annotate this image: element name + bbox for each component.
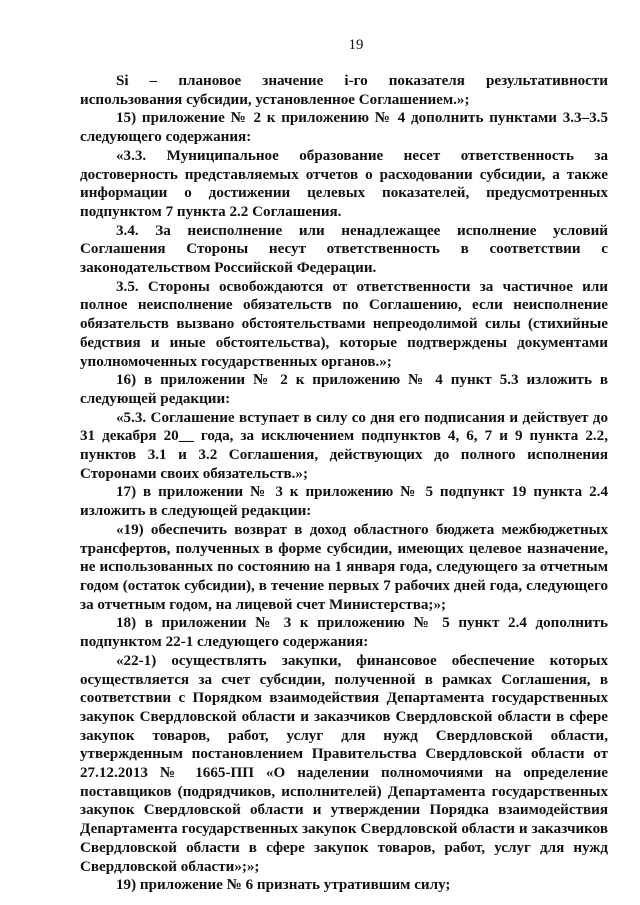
paragraph: 15) приложение № 2 к приложению № 4 дополнить пунктами 3.3–3.5 следующего содержания:	[80, 110, 608, 146]
paragraph: 18) в приложении № 3 к приложению № 5 пункт 2.4 дополнить подпунктом 22-1 следующего содержания:	[80, 615, 608, 651]
paragraph: 3.5. Стороны освобождаются от ответственности за частичное или полное неисполнение обязательств по Соглашению, если неисполнение обязательств вызвано обстоятельствами непреодолимой силы (стихийные бедствия и иные обстоятельства), которые подтверждены документами уполномоченных государственных органов.»;	[80, 278, 608, 370]
paragraph: Si – плановое значение i-го показателя результативности использования субсидии, установленное Соглашением.»;	[80, 73, 608, 108]
paragraph: «22-1) осуществлять закупки, финансовое обеспечение которых осуществляется за счет субсидии, полученной в рамках Соглашения, в соответствии с Порядком взаимодействия Департамента государственных закупок Свердловской области и заказчиков Свердловской области в сфере закупок товаров, работ, услуг для нужд Свердловской области, утвержденным постановлением Правительства Свердловской области от 27.12.2013 № 1665-ПП «О наделении полномочиями на определение поставщиков (подрядчиков, исполнителей) Департамента государственных закупок Свердловской области и утверждении Порядка взаимодействия Департамента государственных закупок Свердловской области и заказчиков Свердловской области в сфере закупок товаров, работ, услуг для нужд Свердловской области»;»;	[80, 652, 608, 875]
paragraph: 17) в приложении № 3 к приложению № 5 подпункт 19 пункта 2.4 изложить в следующей редакции:	[80, 484, 608, 520]
paragraph: 19) приложение № 6 признать утратившим силу;	[116, 877, 451, 894]
paragraph: 16) в приложении № 2 к приложению № 4 пункт 5.3 изложить в следующей редакции:	[80, 372, 608, 407]
paragraph: 3.4. За неисполнение или ненадлежащее исполнение условий Соглашения Стороны несут ответственность в соответствии с законодательством Российской Федерации.	[80, 222, 608, 277]
paragraph: «19) обеспечить возврат в доход областного бюджета межбюджетных трансфертов, полученных в форме субсидии, имеющих целевое назначение, не использованных по состоянию на 1 января года, следующего за отчетным годом (остаток субсидии), в течение первых 7 рабочих дней года, следующего за отчетным годом, на лицевой счет Министерства;»;	[80, 521, 608, 613]
paragraph: «3.3. Муниципальное образование несет ответственность за достоверность представляемых отчетов о расходовании субсидии, а также информации о достижении целевых показателей, предусмотренных подпунктом 7 пункта 2.2 Соглашения.	[80, 147, 608, 220]
page-number: 19	[348, 37, 364, 53]
paragraph: «5.3. Соглашение вступает в силу со дня его подписания и действует до 31 декабря 20__ года, за исключением подпунктов 4, 6, 7 и 9 пункта 2.2, пунктов 3.1 и 3.2 Соглашения, действующих до полного исполнения Сторонами своих обязательств.»;	[80, 409, 608, 482]
